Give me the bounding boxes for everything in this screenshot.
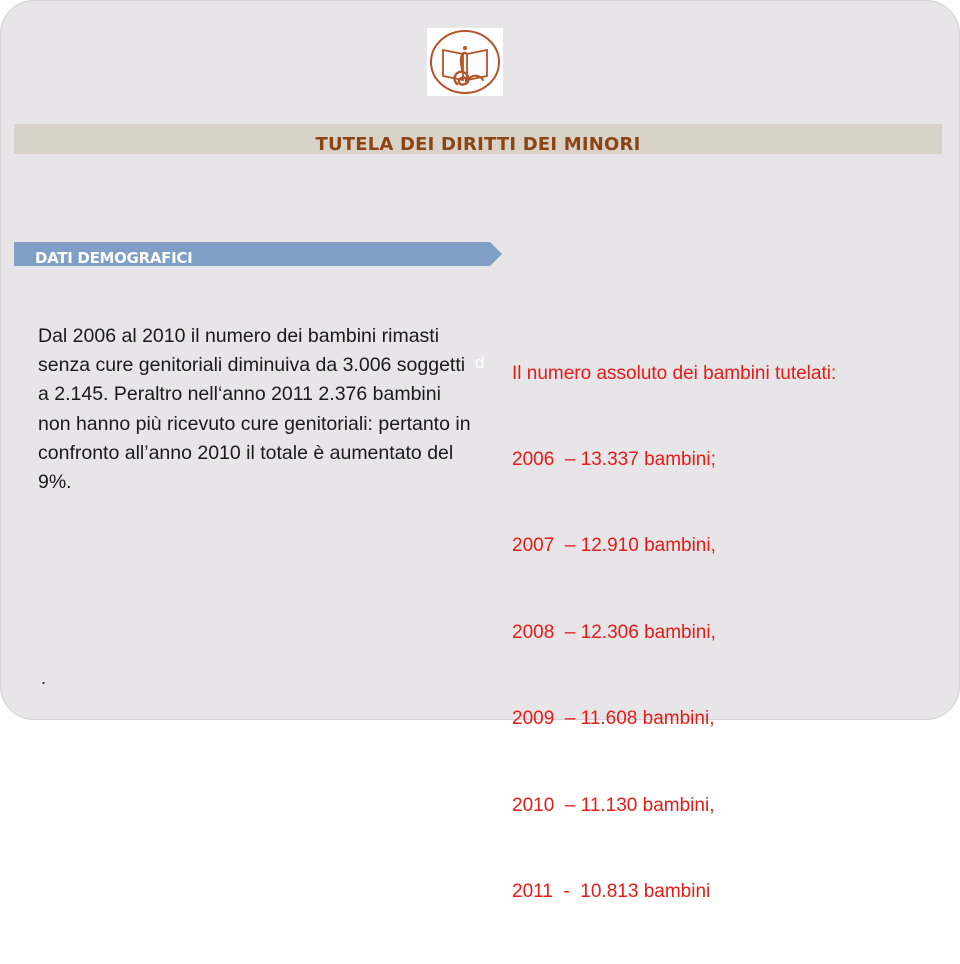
body-paragraph: Dal 2006 al 2010 il numero dei bambini rimasti senza cure genitoriali diminuiva da 3.006 soggetti a 2.145. Peraltro nell‘anno 2011 2.376 bambini non hanno più ricevuto cure genitoriali: pertanto in confronto all’anno 2010 il totale è aumentato del 9%.	[38, 325, 471, 494]
stats-line: 2006 – 13.337 bambini;	[512, 448, 716, 470]
stats-block	[512, 302, 836, 964]
stats-line: 2009 – 11.608 bambini,	[512, 708, 715, 730]
stats-line: 2011 - 10.813 bambini	[512, 880, 711, 902]
book-with-swan-logo	[427, 28, 503, 96]
stats-line: 2010 – 11.130 bambini,	[512, 794, 715, 816]
stats-heading: Il numero assoluto dei bambini tutelati:	[512, 362, 837, 384]
stats-line: 2008 – 12.306 bambini,	[512, 621, 716, 643]
section-header	[14, 242, 502, 266]
stray-mark: d	[475, 353, 485, 372]
page-title: TUTELA DEI DIRITTI DEI MINORI	[315, 134, 641, 155]
section-label: DATI DEMOGRAFICI	[35, 249, 193, 267]
stats-line: 2007 – 12.910 bambini,	[512, 535, 716, 557]
footer-dot: .	[41, 668, 47, 688]
title-band	[14, 124, 942, 154]
